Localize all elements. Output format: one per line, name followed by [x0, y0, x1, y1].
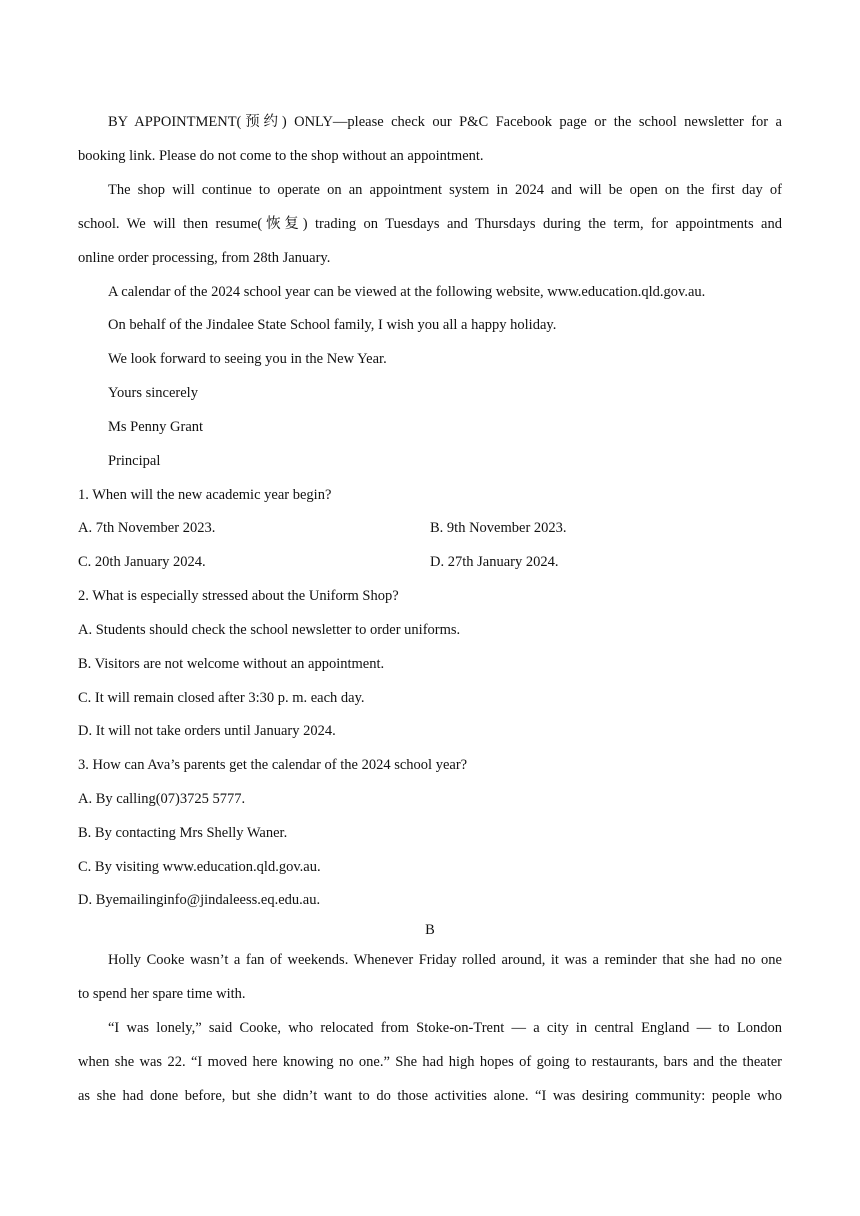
passage-a-paragraph-4: On behalf of the Jindalee State School family, I wish you all a happy holiday.	[108, 317, 557, 333]
question-2-option-c: C. It will remain closed after 3:30 p. m. each day.	[78, 690, 365, 706]
section-b-heading: B	[425, 922, 435, 938]
question-2-stem: 2. What is especially stressed about the Uniform Shop?	[78, 588, 399, 604]
question-1-option-d: D. 27th January 2024.	[430, 554, 559, 570]
question-2-option-b: B. Visitors are not welcome without an appointment.	[78, 656, 385, 672]
passage-a-paragraph-2-line-1: The shop will continue to operate on an appointment system in 2024 and will be open on the first day of	[108, 182, 782, 198]
passage-a-paragraph-5: We look forward to seeing you in the New Year.	[108, 351, 387, 367]
question-3-stem: 3. How can Ava’s parents get the calendar of the 2024 school year?	[78, 757, 468, 773]
passage-b-paragraph-1-line-1: Holly Cooke wasn’t a fan of weekends. Whenever Friday rolled around, it was a reminder that she had no one	[108, 952, 782, 968]
question-3-option-b: B. By contacting Mrs Shelly Waner.	[78, 825, 288, 841]
passage-b-paragraph-2-line-2: when she was 22. “I moved here knowing no one.” She had high hopes of going to restaurants, bars and the theater	[78, 1054, 782, 1070]
passage-a-paragraph-1-line-2: booking link. Please do not come to the shop without an appointment.	[78, 148, 484, 164]
question-2-option-d: D. It will not take orders until January 2024.	[78, 723, 336, 739]
question-1-option-a: A. 7th November 2023.	[78, 520, 216, 536]
letter-signature: Ms Penny Grant	[108, 419, 204, 435]
passage-b-paragraph-2-line-1: “I was lonely,” said Cooke, who relocated from Stoke-on-Trent — a city in central England — to London	[108, 1020, 782, 1036]
passage-a-paragraph-2-line-3: online order processing, from 28th January.	[78, 250, 331, 266]
question-2-option-a: A. Students should check the school newsletter to order uniforms.	[78, 622, 461, 638]
question-3-option-c: C. By visiting www.education.qld.gov.au.	[78, 859, 321, 875]
letter-role: Principal	[108, 453, 161, 469]
question-1-stem: 1. When will the new academic year begin?	[78, 487, 332, 503]
passage-b-paragraph-2-line-3: as she had done before, but she didn’t want to do those activities alone. “I was desiring community: people who	[78, 1088, 782, 1104]
passage-a-paragraph-2-line-2: school. We will then resume(恢复) trading on Tuesdays and Thursdays during the term, for appointments and	[78, 216, 782, 232]
passage-b-paragraph-1-line-2: to spend her spare time with.	[78, 986, 246, 1002]
question-3-option-d: D. Byemailinginfo@jindaleess.eq.edu.au.	[78, 892, 321, 908]
question-3-option-a: A. By calling(07)3725 5777.	[78, 791, 246, 807]
question-1-option-b: B. 9th November 2023.	[430, 520, 567, 536]
letter-closing: Yours sincerely	[108, 385, 198, 401]
passage-a-paragraph-3: A calendar of the 2024 school year can be viewed at the following website, www.education.qld.gov.au.	[108, 284, 706, 300]
question-1-option-c: C. 20th January 2024.	[78, 554, 206, 570]
passage-a-paragraph-1-line-1: BY APPOINTMENT(预约) ONLY—please check our P&C Facebook page or the school newsletter for a	[108, 114, 782, 130]
